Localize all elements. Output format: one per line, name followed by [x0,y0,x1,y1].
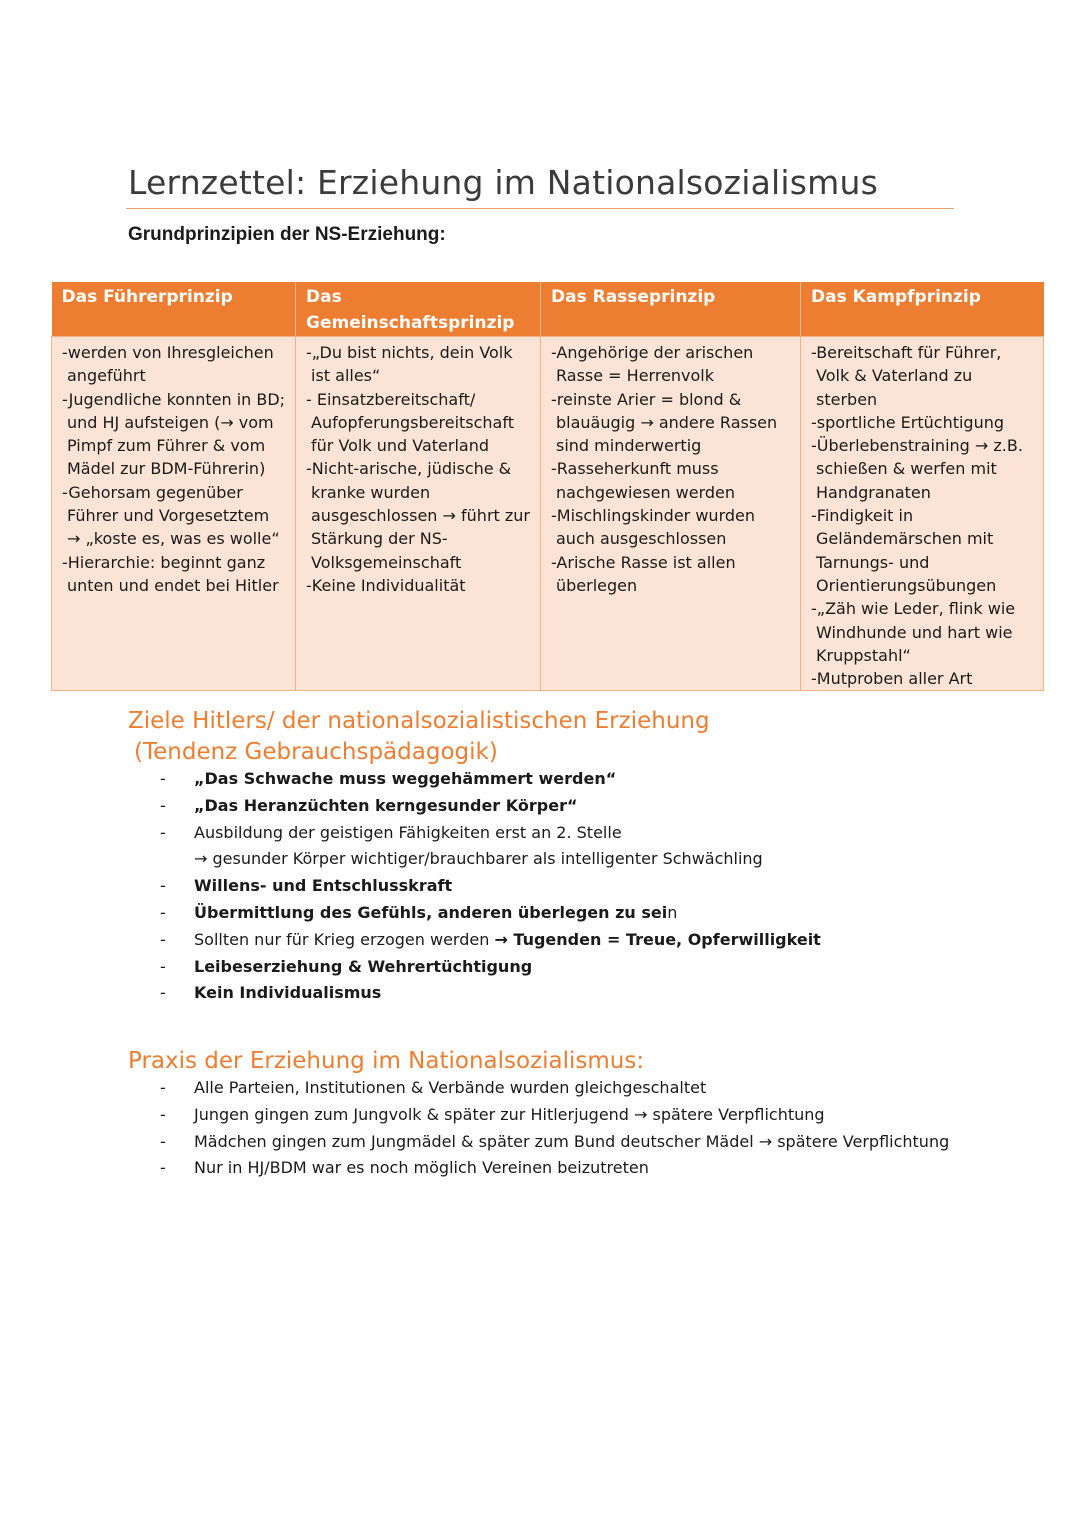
list-item: - Sollten nur für Krieg erzogen werden → Tugenden = Treue, Opferwilligkeit [0,927,1080,954]
bullet-dash: - [160,876,166,896]
practice-heading: Praxis der Erziehung im Nationalsozialismus: [128,1048,645,1074]
bullet-dash: - [160,769,166,788]
bullet-dash: - [160,929,166,949]
cell-kampfprinzip [801,337,1044,691]
principles-subheading: Grundprinzipien der NS-Erziehung: [128,224,446,245]
bullet-dash: - [160,1131,166,1151]
list-item: - Ausbildung der geistigen Fähigkeiten erst an 2. Stelle [0,820,1080,847]
bullet-dash: - [160,795,166,815]
cell-line: -sportliche Ertüchtigung [811,412,1005,432]
cell-line: -Angehörige der arischen Rasse = Herrenvolk [551,343,754,386]
list-item: - Nur in HJ/BDM war es noch möglich Vereinen beizutreten [0,1155,1080,1182]
column-header-kampfprinzip: Das Kampfprinzip [801,282,1044,337]
bullet-dash: - [160,1078,166,1097]
cell-line: -Mutproben aller Art [811,669,973,689]
goals-subheading: (Tendenz Gebrauchspädagogik) [134,739,498,765]
list-item: - Übermittlung des Gefühls, anderen überlegen zu sein [0,900,1080,927]
column-header-gemeinschaftsprinzip: Das Gemeinschaftsprinzip [296,282,541,337]
list-item-continuation: → gesunder Körper wichtiger/brauchbarer als intelligenter Schwächling [194,849,763,869]
cell-line: -„Zäh wie Leder, flink wie Windhunde und hart wie Kruppstahl“ [811,599,1016,665]
cell-line: -reinste Arier = blond & blauäugig → andere Rassen sind minderwertig [551,389,778,456]
bullet-dash: - [160,956,166,976]
column-header-rasseprinzip: Das Rasseprinzip [541,282,801,337]
column-header-fuehrerprinzip: Das Führerprinzip [52,282,296,337]
cell-line: -Nicht-arische, jüdische & kranke wurden ausgeschlossen → führt zur Stärkung der NS-Volksgemeinschaft [306,459,530,572]
bullet-dash: - [160,1158,166,1178]
practice-list [0,1075,1080,1182]
cell-fuehrerprinzip [52,337,296,691]
list-item: - „Das Heranzüchten kerngesunder Körper“ [0,793,1080,820]
list-item: - Leibeserziehung & Wehrertüchtigung [0,954,1080,981]
goals-list [0,766,1080,1007]
bullet-dash: - [160,822,166,842]
list-item: - Mädchen gingen zum Jungmädel & später zum Bund deutscher Mädel → spätere Verpflichtung [0,1129,1080,1156]
cell-line: -Gehorsam gegenüber Führer und Vorgesetztem → „koste es, was es wolle“ [62,482,280,549]
cell-line: -Hierarchie: beginnt ganz unten und endet bei Hitler [62,552,279,595]
list-item: - „Das Schwache muss weggehämmert werden“ [0,766,1080,793]
bullet-dash: - [160,1104,166,1124]
cell-line: -Jugendliche konnten in BD; und HJ aufsteigen (→ vom Pimpf zum Führer & vom Mädel zur BDM-Führerin) [62,389,286,479]
cell-line: -Mischlingskinder wurden auch ausgeschlossen [551,506,755,549]
list-item: - Alle Parteien, Institutionen & Verbände wurden gleichgeschaltet [0,1075,1080,1102]
list-item: - Kein Individualismus [0,980,1080,1007]
cell-line: -werden von Ihresgleichen angeführt [62,343,274,386]
cell-line: - Einsatzbereitschaft/ Aufopferungsbereitschaft für Volk und Vaterland [306,389,514,456]
bullet-dash: - [160,983,166,1003]
principles-table [51,282,1044,691]
cell-line: -Rasseherkunft muss nachgewiesen werden [551,459,736,502]
cell-line: -Arische Rasse ist allen überlegen [551,552,736,595]
cell-line: -Überlebenstraining → z.B. schießen & werfen mit Handgranaten [811,436,1023,502]
bullet-dash: - [160,902,166,922]
cell-line: -Findigkeit in Geländemärschen mit Tarnungs- und Orientierungsübungen [811,506,997,595]
cell-gemeinschaftsprinzip [296,337,541,691]
list-item: - Jungen gingen zum Jungvolk & später zur Hitlerjugend → spätere Verpflichtung [0,1102,1080,1129]
cell-rasseprinzip [541,337,801,691]
list-item: - Willens- und Entschlusskraft [0,873,1080,900]
cell-line: -„Du bist nichts, dein Volk ist alles“ [306,343,513,386]
goals-heading: Ziele Hitlers/ der nationalsozialistischen Erziehung [128,708,710,734]
document-title: Lernzettel: Erziehung im Nationalsozialismus [128,163,878,202]
cell-line: -Keine Individualität [306,575,466,595]
title-underline [126,208,954,209]
cell-line: -Bereitschaft für Führer, Volk & Vaterland zu sterben [811,343,1002,409]
